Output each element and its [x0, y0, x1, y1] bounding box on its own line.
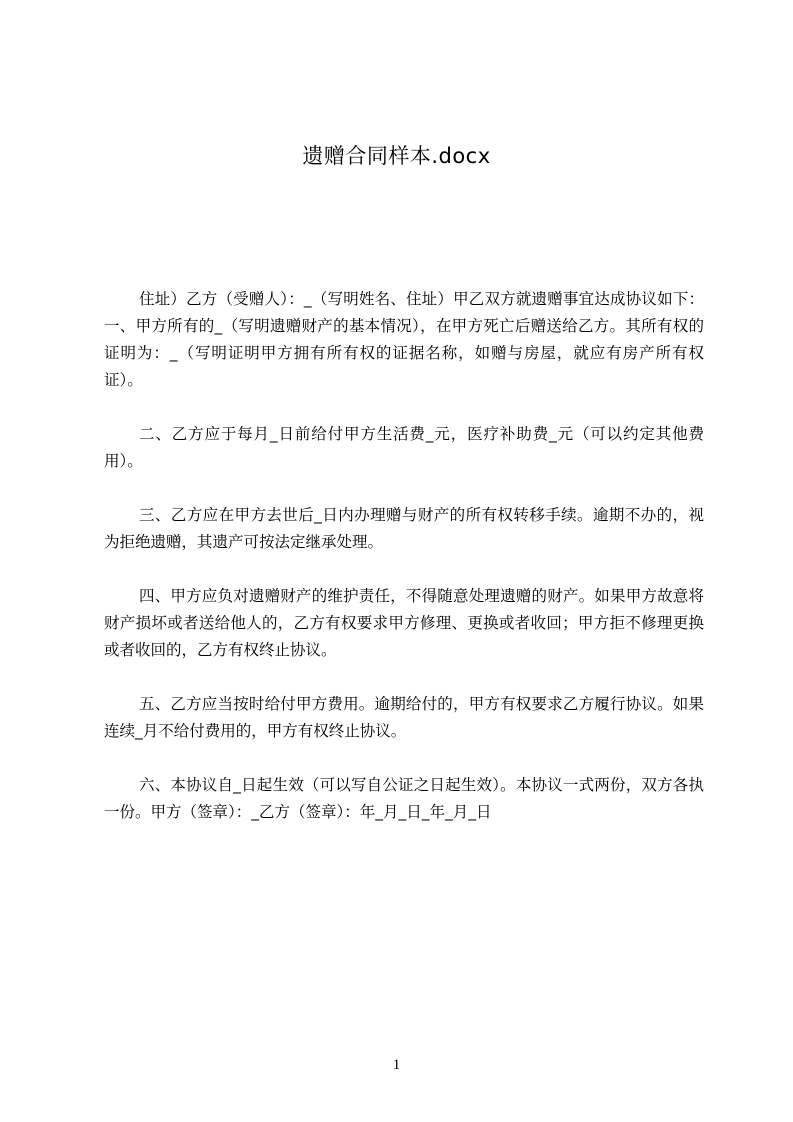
- paragraph-clause-6: 六、本协议自_日起生效（可以写自公证之日起生效）。本协议一式两份，双方各执一份。甲方（签章）：_乙方（签章）：年_月_日_年_月_日: [104, 776, 704, 821]
- document-title: 遗赠合同样本.docx: [302, 144, 491, 168]
- paragraph-intro: 住址）乙方（受赠人）：_（写明姓名、住址）甲乙双方就遗赠事宜达成协议如下：一、甲方所有的_（写明遗赠财产的基本情况），在甲方死亡后赠送给乙方。其所有权的证明为：_（写明证明甲方拥有所有权的证据名称，如赠与房屋，就应有房产所有权证）。: [104, 290, 704, 389]
- page-number: 1: [392, 1057, 401, 1073]
- paragraph-clause-5: 五、乙方应当按时给付甲方费用。逾期给付的，甲方有权要求乙方履行协议。如果连续_月不给付费用的，甲方有权终止协议。: [104, 695, 704, 740]
- paragraph-clause-3: 三、乙方应在甲方去世后_日内办理赠与财产的所有权转移手续。逾期不办的，视为拒绝遗赠，其遗产可按法定继承处理。: [104, 506, 704, 551]
- paragraph-clause-4: 四、甲方应负对遗赠财产的维护责任，不得随意处理遗赠的财产。如果甲方故意将财产损坏或者送给他人的，乙方有权要求甲方修理、更换或者收回；甲方拒不修理更换或者收回的，乙方有权终止协议。: [104, 587, 704, 659]
- paragraph-clause-2: 二、乙方应于每月_日前给付甲方生活费_元，医疗补助费_元（可以约定其他费用）。: [104, 425, 704, 470]
- document-body: [104, 286, 704, 853]
